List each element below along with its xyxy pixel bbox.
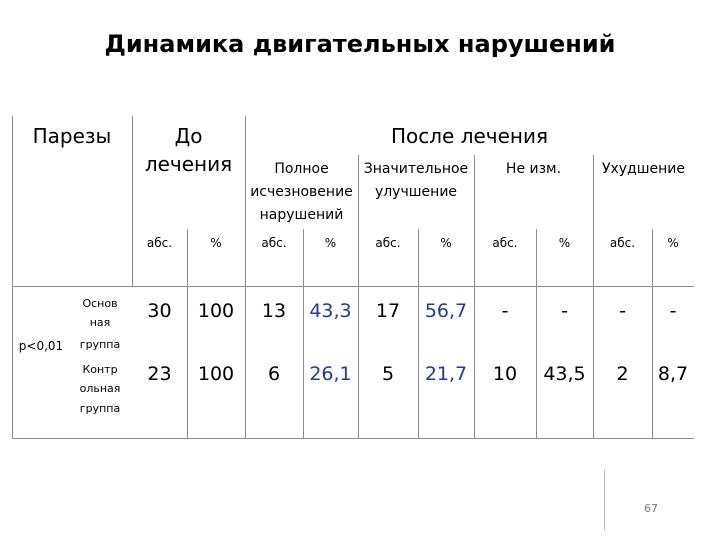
header-paresis: Парезы <box>32 124 112 148</box>
subheader-pct: % <box>667 236 679 250</box>
header-before-line2: лечения <box>144 152 233 176</box>
cell-worse-pct: 8,7 <box>657 363 689 385</box>
subheader-abs: абс. <box>492 236 518 250</box>
cell-full-abs: 6 <box>267 363 281 385</box>
cell-unchanged-pct: - <box>561 300 568 322</box>
page-number-divider <box>604 470 605 530</box>
header-significant-line2: улучшение <box>374 184 458 200</box>
cell-before-pct: 100 <box>197 300 235 322</box>
column-divider <box>593 155 594 438</box>
cell-significant-pct: 21,7 <box>424 363 468 385</box>
column-divider <box>474 155 475 438</box>
header-full-line2: исчезновение <box>250 184 353 200</box>
cell-worse-pct: - <box>669 300 677 322</box>
cell-significant-abs: 5 <box>381 363 395 385</box>
page-title: Динамика двигательных нарушений <box>104 30 616 58</box>
subheader-pct: % <box>210 236 222 250</box>
group-label-line1: Основ <box>82 297 118 310</box>
table-border-left <box>12 116 13 439</box>
column-divider <box>536 229 537 438</box>
cell-unchanged-abs: 10 <box>492 363 518 385</box>
column-divider <box>652 229 653 438</box>
p-value: р<0,01 <box>18 339 64 353</box>
table-header-divider <box>12 286 694 287</box>
subheader-abs: абс. <box>146 236 173 250</box>
header-full-line3: нарушений <box>259 207 344 223</box>
subheader-pct: % <box>324 236 337 250</box>
header-after-treatment: После лечения <box>390 124 549 148</box>
subheader-abs: абс. <box>609 236 636 250</box>
cell-worse-abs: 2 <box>616 363 629 385</box>
header-worse: Ухудшение <box>601 161 686 177</box>
subheader-pct: % <box>440 236 452 250</box>
header-unchanged: Не изм. <box>505 161 562 177</box>
cell-full-pct: 43,3 <box>309 300 352 322</box>
page-number: 67 <box>644 502 658 515</box>
column-divider <box>303 229 304 438</box>
cell-before-abs: 30 <box>147 300 172 322</box>
group-label-line3: группа <box>79 338 121 351</box>
group-label-line3: группа <box>79 402 121 415</box>
subheader-pct: % <box>558 236 571 250</box>
cell-significant-abs: 17 <box>375 300 401 322</box>
cell-before-pct: 100 <box>197 363 235 385</box>
cell-significant-pct: 56,7 <box>424 300 468 322</box>
cell-full-pct: 26,1 <box>309 363 352 385</box>
column-divider <box>187 229 188 438</box>
subheader-abs: абс. <box>261 236 287 250</box>
table-bottom-border <box>12 438 694 439</box>
cell-before-abs: 23 <box>147 363 172 385</box>
header-full-line1: Полное <box>274 161 329 177</box>
group-label-line1: Контр <box>82 363 118 376</box>
group-label-line2: ная <box>89 316 111 329</box>
column-divider <box>418 229 419 438</box>
header-significant-line1: Значительное <box>363 161 469 177</box>
cell-worse-abs: - <box>619 300 626 322</box>
cell-unchanged-abs: - <box>501 300 509 322</box>
subheader-abs: абс. <box>375 236 401 250</box>
header-before-line1: До <box>174 124 203 148</box>
group-label-line2: ольная <box>79 382 121 395</box>
cell-full-abs: 13 <box>261 300 287 322</box>
cell-unchanged-pct: 43,5 <box>543 363 586 385</box>
